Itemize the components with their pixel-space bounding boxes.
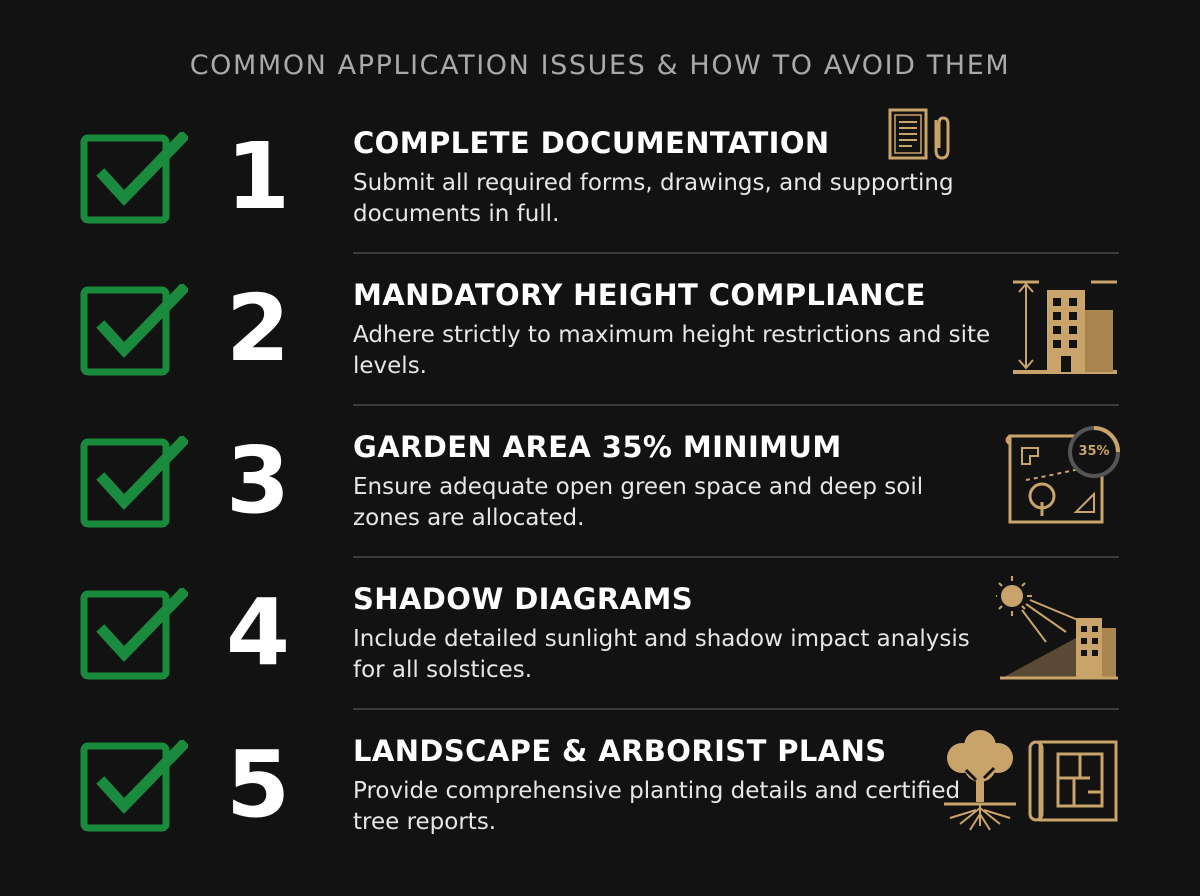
floor-plan-scroll-icon xyxy=(1028,738,1120,824)
item-heading: GARDEN AREA 35% MINIMUM xyxy=(353,430,842,464)
item-heading: LANDSCAPE & ARBORIST PLANS xyxy=(353,734,887,768)
item-number: 4 xyxy=(225,579,290,686)
item-heading: MANDATORY HEIGHT COMPLIANCE xyxy=(353,278,926,312)
item-description: Ensure adequate open green space and deep soil zones are allocated. xyxy=(353,474,924,531)
item-description: Adhere strictly to maximum height restrictions and site levels. xyxy=(353,322,991,379)
icon-badge-text: 35% xyxy=(1078,444,1110,459)
list-item xyxy=(0,427,1200,576)
list-item xyxy=(0,123,1200,272)
divider xyxy=(353,556,1119,558)
checkbox-checked-icon xyxy=(78,284,188,380)
checkbox-checked-icon xyxy=(78,132,188,228)
page-title: COMMON APPLICATION ISSUES & HOW TO AVOID THEM xyxy=(189,50,1011,81)
tree-icon xyxy=(940,726,1020,832)
item-heading: SHADOW DIAGRAMS xyxy=(353,582,694,616)
checkbox-checked-icon xyxy=(78,436,188,532)
item-description: Submit all required forms, drawings, and supporting documents in full. xyxy=(353,170,954,227)
divider xyxy=(353,252,1119,254)
checkbox-checked-icon xyxy=(78,588,188,684)
divider xyxy=(353,404,1119,406)
site-plan-percentage-icon xyxy=(1002,422,1124,528)
item-heading: COMPLETE DOCUMENTATION xyxy=(353,126,830,160)
item-number: 1 xyxy=(225,123,290,230)
item-number: 3 xyxy=(225,427,290,534)
list-item xyxy=(0,275,1200,424)
item-number: 5 xyxy=(225,731,290,838)
documents-paperclip-icon xyxy=(884,108,954,164)
item-number: 2 xyxy=(225,275,290,382)
divider xyxy=(353,708,1119,710)
list-item xyxy=(0,579,1200,728)
list-item xyxy=(0,731,1200,880)
building-height-icon xyxy=(1008,280,1120,376)
checkbox-checked-icon xyxy=(78,740,188,836)
sun-shadow-building-icon xyxy=(996,572,1120,682)
item-description: Include detailed sunlight and shadow impact analysis for all solstices. xyxy=(353,626,970,683)
item-description: Provide comprehensive planting details and certified tree reports. xyxy=(353,778,961,835)
